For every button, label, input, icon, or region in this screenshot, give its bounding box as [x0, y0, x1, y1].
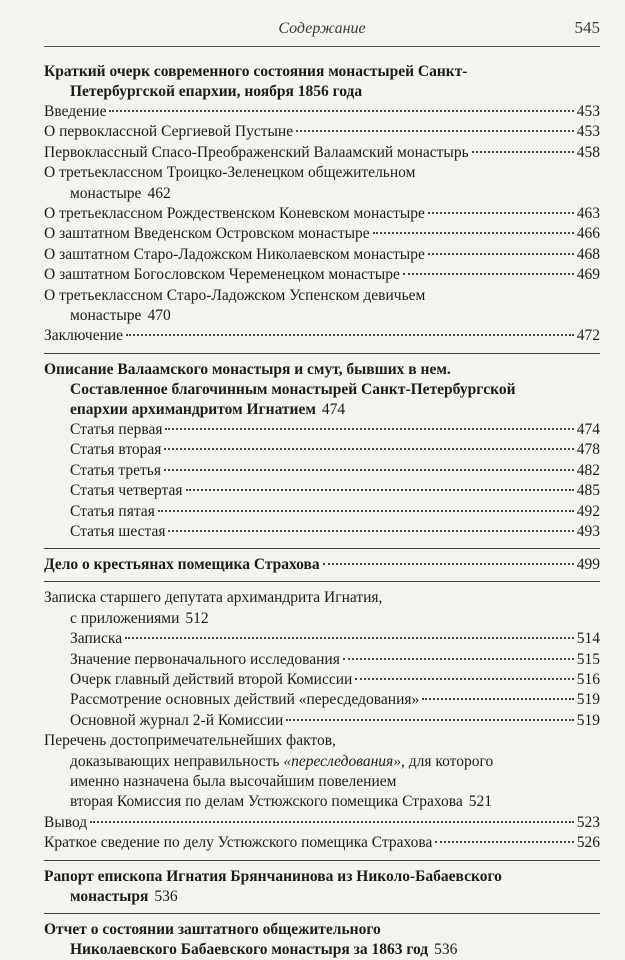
entry-emphasis: «переследования»: [283, 752, 402, 770]
entry-title: Статья пятая: [70, 502, 155, 520]
section-title-line: Отчет о состоянии заштатного общежительного: [44, 920, 381, 938]
entry-page: 526: [576, 834, 600, 852]
toc-entry[interactable]: [44, 224, 600, 244]
entry-title-cont: монастыре: [70, 184, 142, 202]
toc-section: [44, 920, 600, 960]
entry-page: 472: [576, 327, 600, 345]
page-number: 545: [574, 18, 600, 37]
dot-leader: [158, 510, 574, 512]
section-page: 536: [154, 887, 178, 905]
entry-title-cont: вторая Комиссия по делам Устюжского помещика Страхова: [70, 793, 463, 811]
toc-entry[interactable]: [44, 670, 600, 690]
entry-page: 516: [576, 670, 600, 688]
toc-entry[interactable]: [44, 588, 600, 629]
section-title: [44, 62, 600, 102]
entry-page: 492: [576, 502, 600, 520]
entry-title: О первоклассной Сергиевой Пустыне: [44, 123, 294, 141]
entry-page: 474: [576, 420, 600, 438]
toc-section: [44, 62, 600, 347]
entry-page: 519: [576, 711, 600, 729]
section-title-line: епархии архимандритом Игнатием: [70, 400, 316, 418]
toc-entry[interactable]: [44, 245, 600, 265]
toc-entry[interactable]: [44, 502, 600, 522]
section-divider: [44, 353, 600, 354]
toc-entry[interactable]: [44, 833, 600, 853]
section-title-line: Краткий очерк современного состояния монастырей Санкт-: [44, 63, 468, 80]
section-page: 499: [576, 556, 600, 574]
entry-title: Статья третья: [70, 461, 161, 479]
toc-entry[interactable]: [44, 481, 600, 501]
toc-entry[interactable]: [44, 204, 600, 224]
dot-leader: [296, 130, 574, 132]
section-title[interactable]: [44, 920, 600, 960]
toc-section: [44, 588, 600, 853]
dot-leader: [428, 253, 574, 255]
toc-entry[interactable]: [44, 122, 600, 142]
entry-title: О заштатном Богословском Череменецком монастыре: [44, 266, 400, 284]
section-title-line: Рапорт епископа Игнатия Брянчанинова из Николо-Бабаевского: [44, 867, 502, 885]
dot-leader: [373, 232, 574, 234]
entry-page: 514: [576, 630, 600, 648]
section-divider: [44, 581, 600, 582]
entry-page: 466: [576, 225, 600, 243]
entry-title: Статья шестая: [70, 522, 166, 540]
entry-title: Очерк главный действий второй Комиссии: [70, 670, 353, 688]
toc-entry[interactable]: [44, 690, 600, 710]
entry-page: 470: [147, 307, 171, 325]
entry-title: Значение первоначального исследования: [70, 650, 340, 668]
dot-leader: [90, 821, 574, 823]
entry-page: 515: [576, 650, 600, 668]
entry-title: Рассмотрение основных действий «пересдедования»: [70, 691, 420, 709]
toc-section: [44, 360, 600, 542]
section-divider: [44, 860, 600, 861]
toc-entry[interactable]: [44, 163, 600, 204]
entry-title: О третьеклассном Рождественском Коневском монастыре: [44, 205, 425, 223]
dot-leader: [435, 841, 573, 843]
entry-page: 462: [147, 184, 171, 202]
entry-title: Статья четвертая: [70, 482, 183, 500]
toc-entry[interactable]: [44, 420, 600, 440]
toc-entry[interactable]: [44, 326, 600, 346]
entry-page: 523: [576, 813, 600, 831]
section-title[interactable]: [44, 867, 600, 907]
entry-page: 478: [576, 441, 600, 459]
dot-leader: [165, 428, 573, 430]
dot-leader: [422, 698, 574, 700]
entry-title: Перечень достопримечательнейших фактов,: [44, 732, 336, 750]
section-title-line: Составленное благочинным монастырей Санкт-Петербургской: [70, 380, 516, 398]
dot-leader: [472, 151, 574, 153]
running-header: [44, 18, 600, 44]
entry-page: 512: [185, 609, 209, 627]
entry-title: Заключение: [44, 327, 124, 345]
entry-page: 453: [576, 123, 600, 141]
dot-leader: [186, 489, 574, 491]
entry-page: 519: [576, 691, 600, 709]
entry-page: 493: [576, 522, 600, 540]
entry-page: 485: [576, 482, 600, 500]
entry-page: 453: [576, 103, 600, 120]
dot-leader: [168, 530, 573, 532]
toc-entry[interactable]: [44, 522, 600, 542]
entry-title: О заштатном Введенском Островском монастыре: [44, 225, 370, 243]
toc-entry[interactable]: [44, 286, 600, 327]
entry-page: 468: [576, 245, 600, 263]
section-title-line: монастыря: [70, 887, 149, 905]
entry-title: Вывод: [44, 813, 88, 831]
toc-entry[interactable]: [44, 711, 600, 731]
dot-leader: [164, 448, 573, 450]
toc-section: [44, 867, 600, 907]
dot-leader: [355, 678, 573, 680]
section-divider: [44, 913, 600, 914]
toc-entry[interactable]: [44, 813, 600, 833]
entry-title: О заштатном Старо-Ладожском Николаевском монастыре: [44, 245, 425, 263]
dot-leader: [126, 334, 574, 336]
table-of-contents: [44, 60, 600, 960]
entry-title: Краткое сведение по делу Устюжского помещика Страхова: [44, 834, 433, 852]
entry-title: Основной журнал 2-й Комиссии: [70, 711, 284, 729]
dot-leader: [403, 273, 574, 275]
dot-leader: [164, 469, 574, 471]
entry-title-cont: [44, 752, 600, 772]
entry-title: Введение: [44, 103, 107, 120]
entry-title: Первоклассный Спасо-Преображенский Валаамский монастырь: [44, 143, 469, 161]
entry-page: 482: [576, 461, 600, 479]
toc-entry[interactable]: [44, 650, 600, 670]
entry-text: доказывающих неправильность: [70, 752, 284, 770]
section-page: 474: [321, 400, 346, 418]
section-title-line: Описание Валаамского монастыря и смут, бывших в нем.: [44, 360, 451, 378]
entry-title-cont: именно назначена была высочайшим повелением: [70, 772, 397, 790]
entry-title: Статья вторая: [70, 441, 162, 459]
toc-entry[interactable]: [44, 440, 600, 460]
toc-entry[interactable]: [44, 461, 600, 481]
toc-entry[interactable]: [44, 265, 600, 285]
entry-page: 521: [468, 793, 493, 811]
section-title[interactable]: [44, 360, 600, 420]
section-page: 536: [434, 940, 458, 958]
toc-entry[interactable]: [44, 143, 600, 163]
section-title-line: Дело о крестьянах помещика Страхова: [44, 556, 320, 574]
section-divider: [44, 548, 600, 549]
dot-leader: [343, 658, 574, 660]
toc-entry[interactable]: [44, 731, 600, 813]
toc-section: [44, 555, 600, 575]
entry-title: Статья первая: [70, 420, 163, 438]
toc-entry[interactable]: [44, 102, 600, 122]
entry-title-cont: с приложениями: [70, 609, 180, 627]
entry-page: 458: [576, 143, 600, 161]
dot-leader: [323, 563, 574, 565]
entry-text: , для которого: [401, 752, 494, 770]
entry-page: 469: [576, 266, 600, 284]
dot-leader: [286, 719, 573, 721]
dot-leader: [125, 637, 574, 639]
toc-entry[interactable]: [44, 629, 600, 649]
header-rule: [44, 46, 600, 47]
entry-page: 463: [576, 205, 600, 223]
entry-title: О третьеклассном Старо-Ладожском Успенском девичьем: [44, 286, 426, 304]
section-title[interactable]: [44, 555, 600, 575]
entry-title: Записка старшего депутата архимандрита Игнатия,: [44, 589, 383, 607]
dot-leader: [428, 212, 574, 214]
dot-leader: [109, 110, 573, 112]
entry-title: Записка: [70, 630, 123, 648]
header-title: Содержание: [278, 20, 366, 37]
section-title-line: Петербургской епархии, ноября 1856 года: [70, 83, 363, 100]
entry-title: О третьеклассном Троицко-Зеленецком общежительном: [44, 164, 416, 182]
entry-title-cont: монастыре: [70, 307, 142, 325]
section-title-line: Николаевского Бабаевского монастыря за 1863 год: [70, 940, 429, 958]
